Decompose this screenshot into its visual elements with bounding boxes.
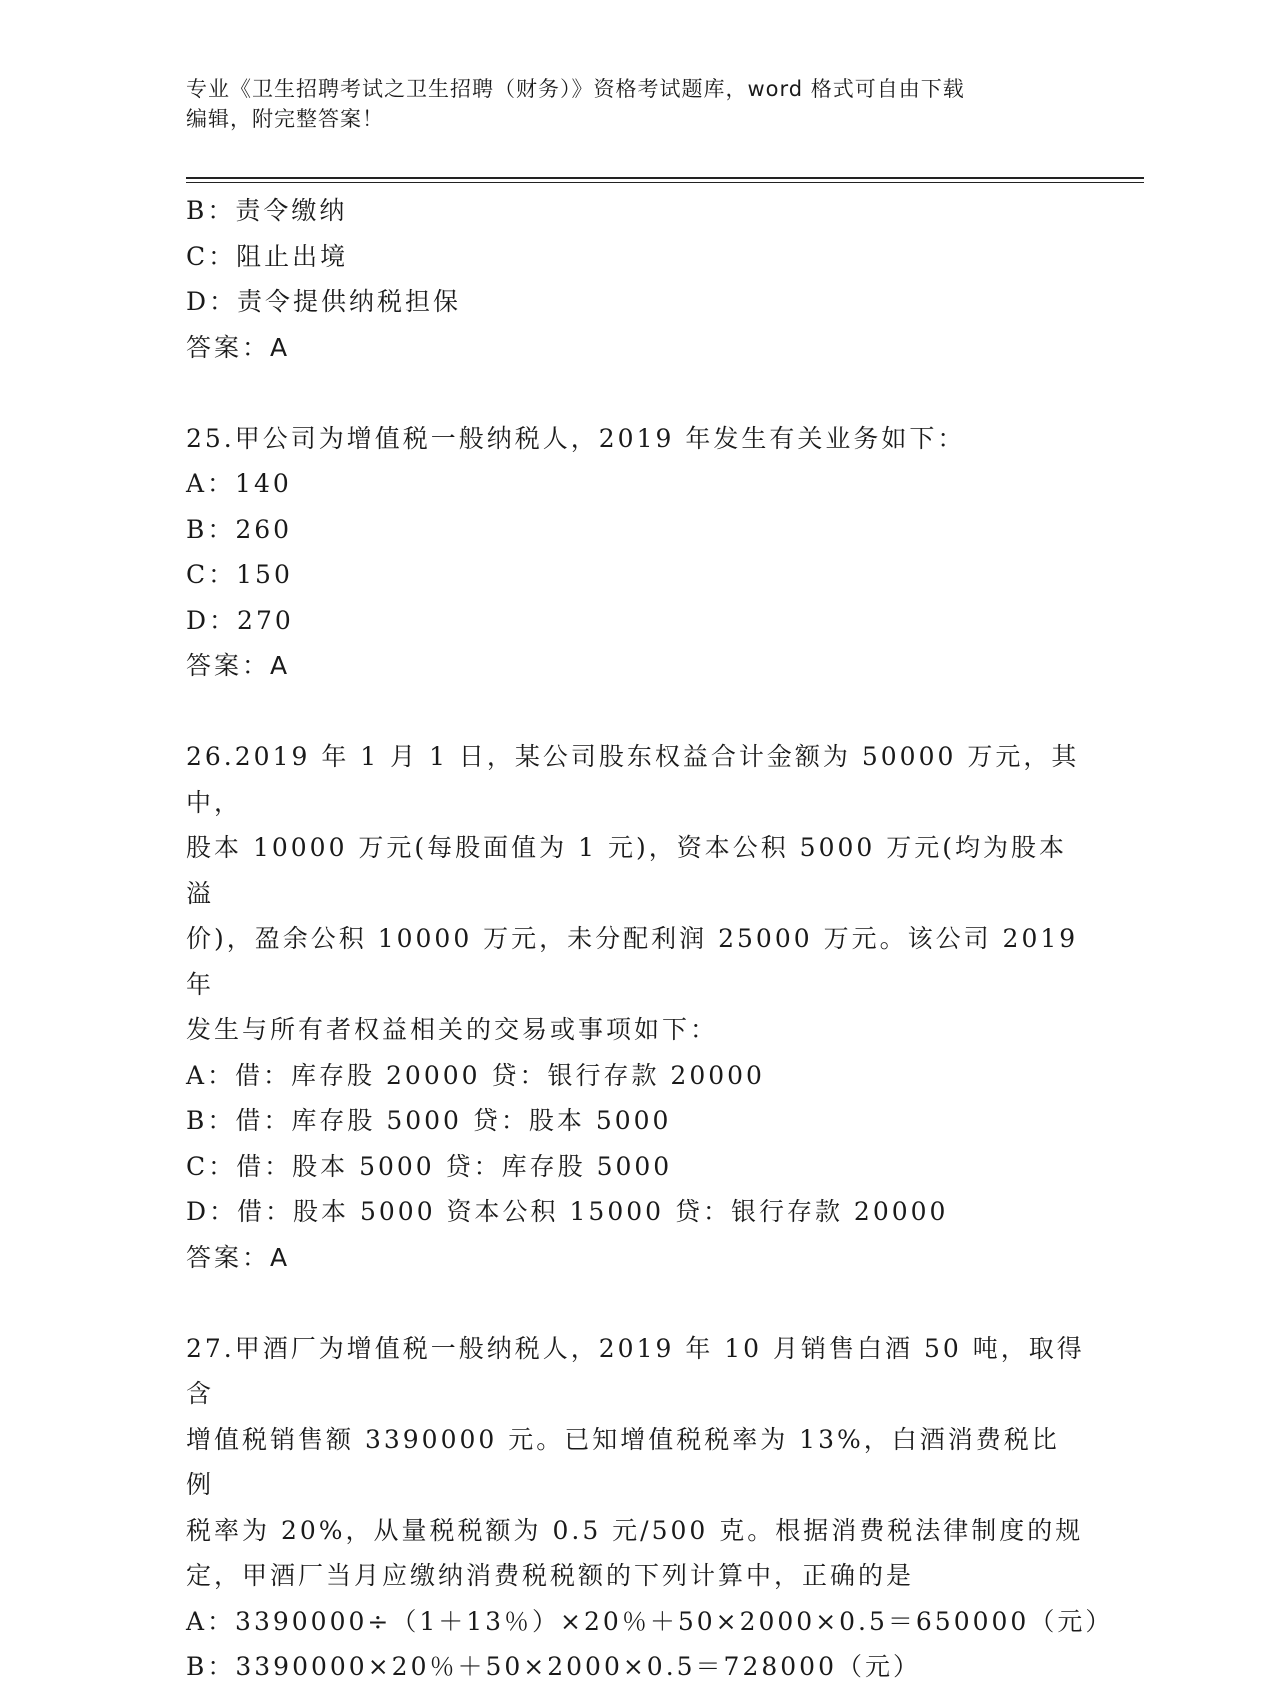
question-26 bbox=[186, 734, 1086, 1280]
header-rule-thick bbox=[186, 177, 1144, 179]
option-b: B：借：库存股 5000 贷：股本 5000 bbox=[186, 1106, 672, 1135]
question-stem-line: 增值税销售额 3390000 元。已知增值税税率为 13%，白酒消费税比例 bbox=[186, 1424, 1060, 1499]
question-stem-line: 股本 10000 万元(每股面值为 1 元)，资本公积 5000 万元(均为股本溢 bbox=[186, 833, 1068, 908]
question-stem-line: 税率为 20%，从量税税额为 0.5 元/500 克。根据消费税法律制度的规 bbox=[186, 1515, 1084, 1545]
document-header bbox=[186, 74, 1066, 134]
question-stem-line: 27.甲酒厂为增值税一般纳税人，2019 年 10 月销售白酒 50 吨，取得含 bbox=[186, 1333, 1085, 1408]
spacer bbox=[186, 370, 1086, 416]
option-c: C：阻止出境 bbox=[186, 241, 349, 271]
header-rule-thin bbox=[186, 182, 1144, 183]
option-b: B：责令缴纳 bbox=[186, 196, 348, 225]
answer: 答案：A bbox=[186, 651, 291, 680]
option-d: D：270 bbox=[186, 605, 294, 635]
answer: 答案：A bbox=[186, 332, 291, 362]
option-a: A：3390000÷（1＋13％）×20％＋50×2000×0.5＝650000（元） bbox=[186, 1606, 1114, 1636]
question-stem-line: 价)，盈余公积 10000 万元，未分配利润 25000 万元。该公司 2019 年 bbox=[186, 924, 1079, 999]
question-24-fragment bbox=[186, 188, 1086, 370]
question-stem-line: 26.2019 年 1 月 1 日，某公司股东权益合计金额为 50000 万元，其中， bbox=[186, 742, 1080, 817]
option-a: A：140 bbox=[186, 469, 292, 498]
header-line-1: 专业《卫生招聘考试之卫生招聘（财务）》资格考试题库，word 格式可自由下载 bbox=[186, 77, 965, 101]
header-line-2: 编辑，附完整答案！ bbox=[186, 107, 384, 131]
option-a: A：借：库存股 20000 贷：银行存款 20000 bbox=[186, 1060, 765, 1090]
question-stem-line: 定，甲酒厂当月应缴纳消费税税额的下列计算中，正确的是 bbox=[186, 1561, 915, 1590]
question-27 bbox=[186, 1326, 1114, 1690]
option-d: D：责令提供纳税担保 bbox=[186, 287, 462, 316]
option-b: B：3390000×20％＋50×2000×0.5＝728000（元） bbox=[186, 1652, 921, 1681]
spacer bbox=[186, 689, 1086, 735]
option-c: C：借：股本 5000 贷：库存股 5000 bbox=[186, 1151, 673, 1181]
option-b: B：260 bbox=[186, 514, 293, 544]
document-body bbox=[186, 188, 1114, 1690]
spacer bbox=[186, 1280, 1086, 1326]
question-stem-line: 发生与所有者权益相关的交易或事项如下： bbox=[186, 1015, 719, 1044]
option-c: C：150 bbox=[186, 560, 293, 589]
question-25 bbox=[186, 416, 1086, 689]
option-d: D：借：股本 5000 资本公积 15000 贷：银行存款 20000 bbox=[186, 1197, 949, 1226]
answer: 答案：A bbox=[186, 1242, 291, 1272]
question-stem: 25.甲公司为增值税一般纳税人，2019 年发生有关业务如下： bbox=[186, 423, 966, 453]
